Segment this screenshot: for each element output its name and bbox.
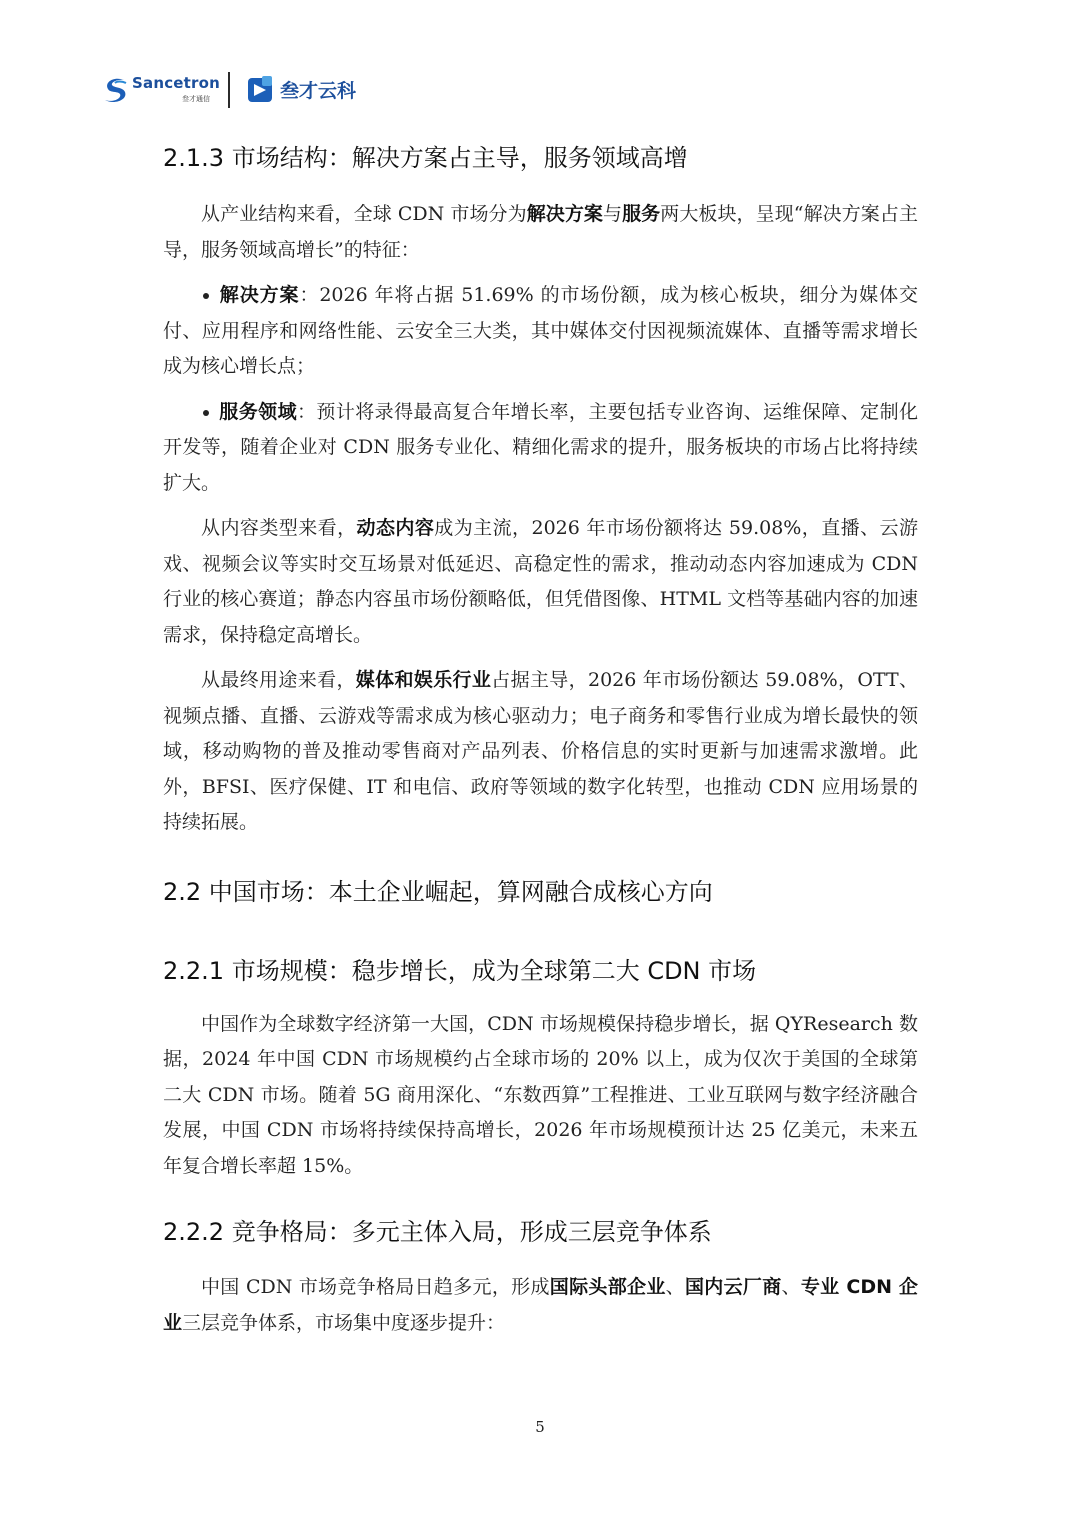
page-header [100,68,500,112]
page-number: 5 [535,1418,545,1436]
bullet-dot-icon [203,293,209,299]
sancetron-wordmark: Sancetron [132,74,221,92]
bullet-dot-icon [203,410,209,416]
bullet-services: 服务领域：预计将录得最高复合年增长率，主要包括专业咨询、运维保障、定制化开发等，随着企业对 CDN 服务专业化、精细化需求的提升，服务板块的市场占比将持续扩大。 [163,400,918,494]
paragraph-industry-structure: 从产业结构来看，全球 CDN 市场分为解决方案与服务两大板块，呈现“解决方案占主导，服务领域高增长”的特征： [163,203,918,261]
heading-2-2-1: 2.2.1 市场规模：稳步增长，成为全球第二大 CDN 市场 [163,956,757,985]
heading-2-2: 2.2 中国市场：本土企业崛起，算网融合成核心方向 [163,877,713,906]
sancetron-logo [100,70,220,110]
sancetron-swirl-icon [100,74,132,106]
paragraph-market-size: 中国作为全球数字经济第一大国，CDN 市场规模保持稳步增长，据 QYResearch 数据，2024 年中国 CDN 市场规模约占全球市场的 20% 以上，成为仅次于美国的全球第二大 CDN 市场。随着 5G 商用深化、“东数西算”工程推进、工业互联网与数字经济融合发展，中国 CDN 市场将持续保持高增长，2026 年市场规模预计达 25 亿美元，未来五年复合增长率超 15%。 [163,1012,918,1177]
page-content [163,138,918,1341]
sancai-cube-icon [246,74,276,106]
sancetron-subtitle: 叁才通信 [182,95,210,103]
heading-2-1-3: 2.1.3 市场结构：解决方案占主导，服务领域高增 [163,144,688,172]
sancai-cloud-logo [246,72,386,108]
paragraph-content-type: 从内容类型来看，动态内容成为主流，2026 年市场份额将达 59.08%，直播、云游戏、视频会议等实时交互场景对低延迟、高稳定性的需求，推动动态内容加速成为 CDN 行业的核心赛道；静态内容虽市场份额略低，但凭借图像、HTML 文档等基础内容的加速需求，保持稳定高增长。 [163,517,918,646]
heading-2-2-2: 2.2.2 竞争格局：多元主体入局，形成三层竞争体系 [163,1218,712,1246]
sancai-cloud-wordmark: 叁才云科 [280,80,357,102]
paragraph-end-use: 从最终用途来看，媒体和娱乐行业占据主导，2026 年市场份额达 59.08%，OTT、视频点播、直播、云游戏等需求成为核心驱动力；电子商务和零售行业成为增长最快的领域，移动购物的普及推动零售商对产品列表、价格信息的实时更新与加速需求激增。此外，BFSI、医疗保健、IT 和电信、政府等领域的数字化转型，也推动 CDN 应用场景的持续拓展。 [163,669,918,833]
paragraph-competition: 中国 CDN 市场竞争格局日趋多元，形成国际头部企业、国内云厂商、专业 CDN 企业三层竞争体系，市场集中度逐步提升： [163,1276,918,1334]
header-divider [228,72,230,108]
bullet-solutions: 解决方案：2026 年将占据 51.69% 的市场份额，成为核心板块，细分为媒体交付、应用程序和网络性能、云安全三大类，其中媒体交付因视频流媒体、直播等需求增长成为核心增长点； [163,284,918,377]
